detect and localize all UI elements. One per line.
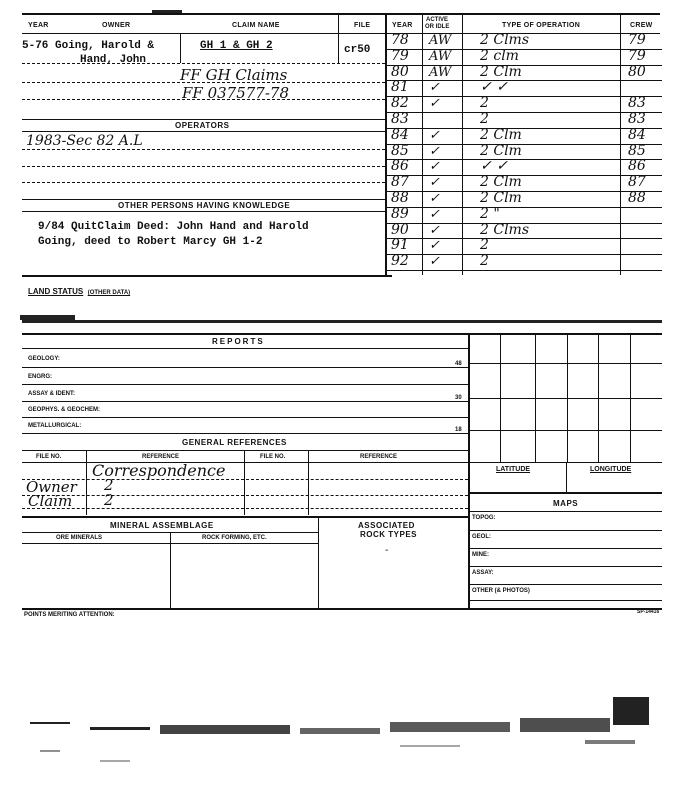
log-year: 87: [391, 174, 409, 191]
section-separator: [22, 320, 662, 323]
refs-col-reference-2: REFERENCE: [360, 454, 398, 460]
header-type-of-operation: TYPE OF OPERATION: [502, 22, 581, 29]
log-year: 89: [391, 205, 409, 222]
ore-minerals-label: ORE MINERALS: [56, 535, 103, 541]
refs-col-reference-1: REFERENCE: [142, 454, 180, 460]
log-year: 81: [391, 79, 409, 96]
log-type: 2 Clm: [480, 63, 522, 80]
header-active: ACTIVE: [426, 17, 449, 23]
assay-number: 30: [455, 395, 462, 401]
engrg-label: ENGRG:: [28, 374, 52, 380]
owner-line-1: 5-76 Going, Harold &: [22, 40, 155, 52]
claim-note-2: FF 037577-78: [182, 84, 289, 102]
reports-title: REPORTS: [212, 337, 265, 346]
log-year: 78: [391, 32, 409, 48]
log-crew: 80: [628, 63, 646, 80]
header-log-year: YEAR: [392, 22, 413, 29]
assay-label: ASSAY & IDENT:: [28, 391, 76, 397]
log-year: 80: [391, 63, 409, 80]
operators-title: OPERATORS: [175, 121, 230, 130]
log-row: [385, 144, 662, 161]
maps-title: MAPS: [553, 499, 579, 508]
log-type: 2 Clm: [480, 142, 522, 159]
log-type: 2 Clm: [480, 174, 522, 191]
others-title: OTHER PERSONS HAVING KNOWLEDGE: [118, 201, 291, 210]
others-line-2: Going, deed to Robert Marcy GH 1-2: [38, 236, 263, 248]
log-status: ✓: [429, 254, 440, 270]
log-year: 90: [391, 221, 409, 238]
claim-file: cr50: [344, 44, 371, 56]
log-type: 2 Clm: [480, 190, 522, 206]
geophys-label: GEOPHYS. & GEOCHEM:: [28, 407, 101, 413]
header-owner: OWNER: [102, 22, 131, 29]
log-status: ✓: [429, 96, 440, 112]
log-row: [385, 254, 662, 271]
header-crew: CREW: [630, 22, 653, 29]
maps-other: OTHER (& PHOTOS): [472, 588, 530, 594]
log-year: 85: [391, 142, 409, 159]
log-crew: 85: [628, 142, 646, 159]
log-row: [385, 49, 662, 66]
log-status: AW: [429, 48, 452, 64]
log-status: AW: [429, 64, 452, 80]
log-type: 2 Clms: [480, 221, 530, 238]
log-crew: 83: [628, 111, 646, 127]
log-year: 91: [391, 237, 409, 254]
assoc-line-1: ASSOCIATED: [358, 521, 415, 530]
log-type: 2: [480, 253, 489, 270]
minerals-title: MINERAL ASSEMBLAGE: [110, 521, 214, 530]
log-status: ✓: [429, 191, 440, 206]
log-crew: 87: [628, 174, 646, 191]
maps-topog: TOPOG:: [472, 515, 496, 521]
claim-name: GH 1 & GH 2: [200, 40, 273, 52]
land-status-label: LAND STATUS: [28, 287, 84, 296]
log-type: ✓ ✓: [480, 79, 508, 96]
refs-col-file-1: FILE NO.: [36, 454, 62, 460]
log-type: 2 Clm: [480, 126, 522, 143]
log-status: ✓: [429, 159, 440, 175]
log-type: 2 Clms: [480, 32, 530, 48]
land-status: [28, 281, 130, 299]
header-idle: OR IDLE: [425, 24, 450, 30]
log-year: 92: [391, 253, 409, 270]
rock-forming-label: ROCK FORMING, ETC.: [202, 535, 267, 541]
log-status: ✓: [429, 175, 440, 191]
geology-label: GEOLOGY:: [28, 356, 60, 362]
log-status: ✓: [429, 206, 440, 222]
log-row: [385, 65, 662, 82]
log-status: ✓: [429, 80, 440, 96]
refs-row-2-ref: 2: [104, 476, 114, 494]
form-number: SP-14416: [637, 609, 660, 615]
log-type: 2 ": [480, 205, 500, 222]
log-type: ✓ ✓: [480, 158, 508, 175]
geology-number: 48: [455, 361, 462, 367]
maps-assay: ASSAY:: [472, 570, 494, 576]
log-crew: 86: [628, 158, 646, 175]
log-type: 2: [480, 237, 489, 254]
metallurgical-label: METALLURGICAL:: [28, 423, 82, 429]
longitude-label: LONGITUDE: [590, 466, 632, 473]
log-status: ✓: [429, 238, 440, 254]
log-row: [385, 33, 662, 50]
refs-col-file-2: FILE NO.: [260, 454, 286, 460]
log-type: 2: [480, 111, 489, 127]
assoc-line-2: ROCK TYPES: [360, 530, 418, 539]
header-year: YEAR: [28, 22, 49, 29]
maps-mine: MINE:: [472, 552, 489, 558]
general-refs-title: GENERAL REFERENCES: [182, 438, 287, 447]
log-crew: 79: [628, 32, 646, 48]
log-crew: 88: [628, 190, 646, 206]
log-status: ✓: [429, 222, 440, 238]
refs-row-2-file: Owner: [26, 478, 77, 496]
log-status: ✓: [429, 143, 440, 159]
log-type: 2 clm: [480, 47, 519, 64]
log-year: 88: [391, 190, 409, 206]
metallurgical-number: 18: [455, 427, 462, 433]
log-crew: 83: [628, 95, 646, 112]
log-year: 82: [391, 95, 409, 112]
log-row: [385, 175, 662, 192]
log-row: [385, 238, 662, 255]
log-row: [385, 223, 662, 240]
log-crew: 79: [628, 47, 646, 64]
log-row: [385, 159, 662, 176]
log-row: [385, 96, 662, 113]
log-status: ✓: [429, 127, 440, 143]
log-row: [385, 128, 662, 145]
claim-note-1: FF GH Claims: [180, 66, 288, 84]
refs-row-3-file: Claim: [28, 492, 73, 510]
log-row: [385, 80, 662, 97]
land-status-sub: (OTHER DATA): [87, 290, 131, 296]
maps-geol: GEOL:: [472, 534, 491, 540]
others-line-1: 9/84 QuitClaim Deed: John Hand and Harold: [38, 221, 309, 233]
log-year: 86: [391, 158, 409, 175]
log-year: 84: [391, 126, 409, 143]
log-year: 83: [391, 111, 409, 127]
latitude-label: LATITUDE: [496, 466, 531, 473]
owner-line-2: Hand, John: [80, 54, 147, 66]
refs-row-3-ref: 2: [104, 491, 114, 509]
header-file: FILE: [354, 22, 371, 29]
header-claim-name: CLAIM NAME: [232, 22, 280, 29]
points-label: POINTS MERITING ATTENTION:: [24, 612, 115, 618]
log-row: [385, 112, 662, 129]
operators-entry: 1983-Sec 82 A.L: [26, 133, 143, 149]
assoc-value: -: [385, 545, 389, 556]
log-type: 2: [480, 95, 489, 112]
log-year: 79: [391, 47, 409, 64]
log-row: [385, 191, 662, 208]
log-status: AW: [429, 33, 452, 48]
log-crew: 84: [628, 126, 646, 143]
refs-row-1: Correspondence: [92, 461, 226, 480]
